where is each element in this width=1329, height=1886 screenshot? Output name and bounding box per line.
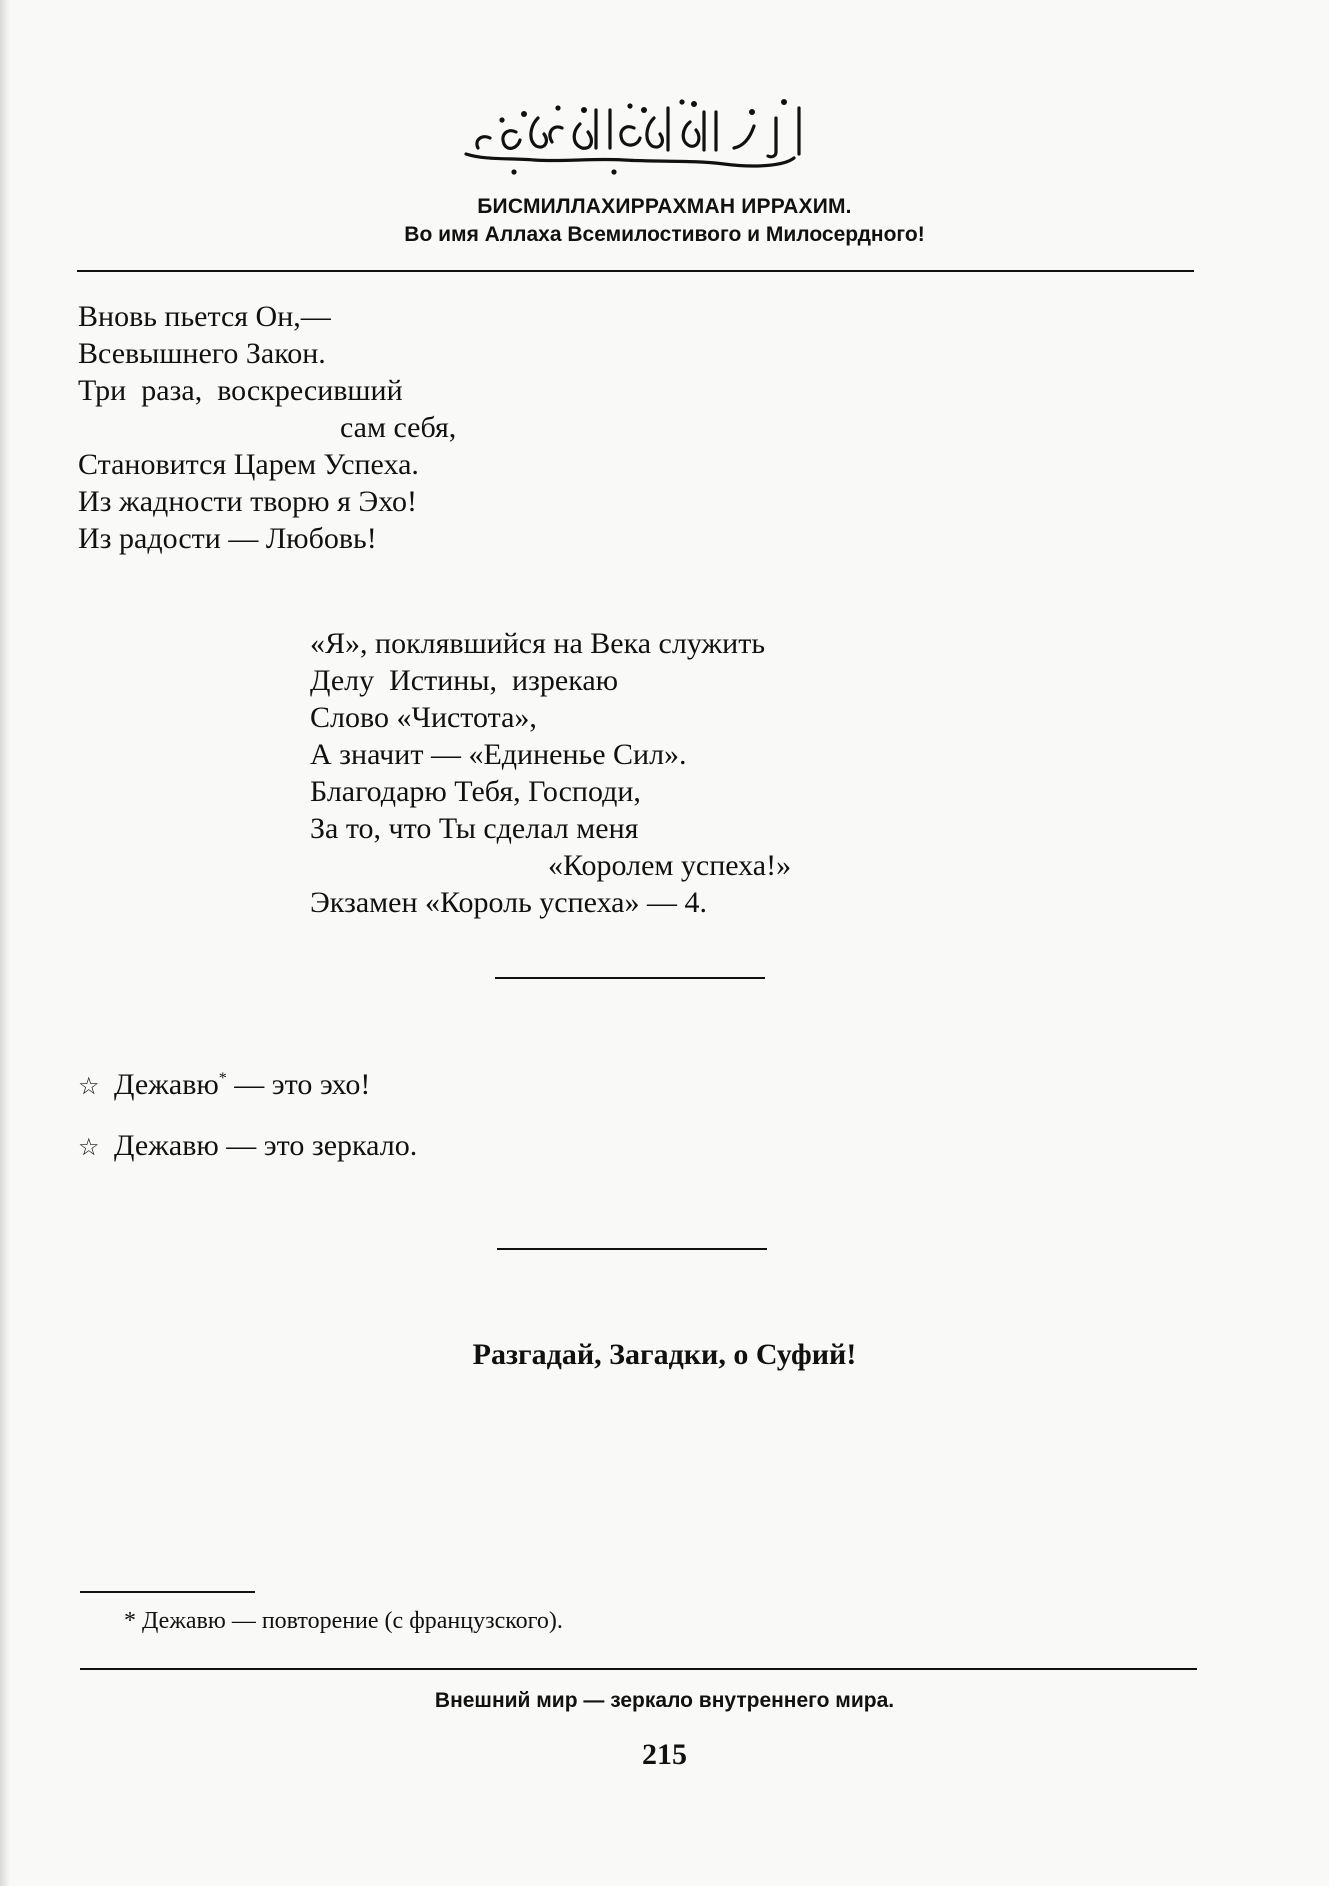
bullet-text: Дежавю	[114, 1068, 219, 1101]
poem-second	[310, 625, 791, 921]
poem-line: Из радости — Любовь!	[78, 522, 377, 555]
poem-first	[78, 298, 456, 557]
poem-line: Вновь пьется Он,—	[78, 300, 331, 333]
poem-line: «Я», поклявшийся на Века служить	[310, 627, 765, 660]
poem-line: За то, что Ты сделал меня	[310, 812, 639, 845]
bullet-text: Дежавю — это зеркало.	[114, 1129, 418, 1162]
page-edge-shadow	[0, 0, 10, 1886]
footer-motto: Внешний мир — зеркало внутреннего мира.	[434, 1689, 895, 1712]
poem-line: Из жадности творю я Эхо!	[78, 485, 418, 518]
footnote-marker: *	[218, 1070, 227, 1087]
poem-line: Всевышнего Закон.	[78, 337, 326, 370]
footer-divider	[80, 1668, 1197, 1670]
bullet-item	[78, 1068, 370, 1102]
footnote: * Дежавю — повторение (с французского).	[124, 1608, 563, 1634]
bullet-item	[78, 1129, 417, 1163]
poem-line: А значит — «Единенье Сил».	[310, 738, 687, 771]
header-divider	[77, 270, 1194, 272]
riddle-heading: Разгадай, Загадки, о Суфий!	[472, 1338, 857, 1371]
basmala-calligraphy	[454, 88, 810, 176]
footnote-divider	[80, 1591, 255, 1593]
poem-line: Делу Истины, изрекаю	[310, 664, 619, 697]
poem-line: Экзамен «Король успеха» — 4.	[310, 886, 707, 919]
poem-line: Становится Царем Успеха.	[78, 448, 419, 481]
basmala-translation: Во имя Аллаха Всемилостивого и Милосердного!	[404, 223, 925, 246]
poem-line: Слово «Чистота»,	[310, 701, 537, 734]
poem-line: Три раза, воскресивший	[78, 374, 403, 407]
basmala-title: БИСМИЛЛАХИРРАХМАН ИРРАХИМ.	[477, 195, 852, 218]
page-number: 215	[642, 1738, 687, 1771]
poem-line: Благодарю Тебя, Господи,	[310, 775, 641, 808]
section-divider	[495, 977, 765, 979]
poem-line: сам себя,	[340, 411, 457, 444]
section-divider	[497, 1248, 767, 1250]
poem-line: «Королем успеха!»	[548, 849, 792, 882]
star-icon: ☆	[78, 1072, 100, 1100]
star-icon: ☆	[78, 1133, 100, 1161]
bullet-text: — это эхо!	[226, 1068, 371, 1101]
